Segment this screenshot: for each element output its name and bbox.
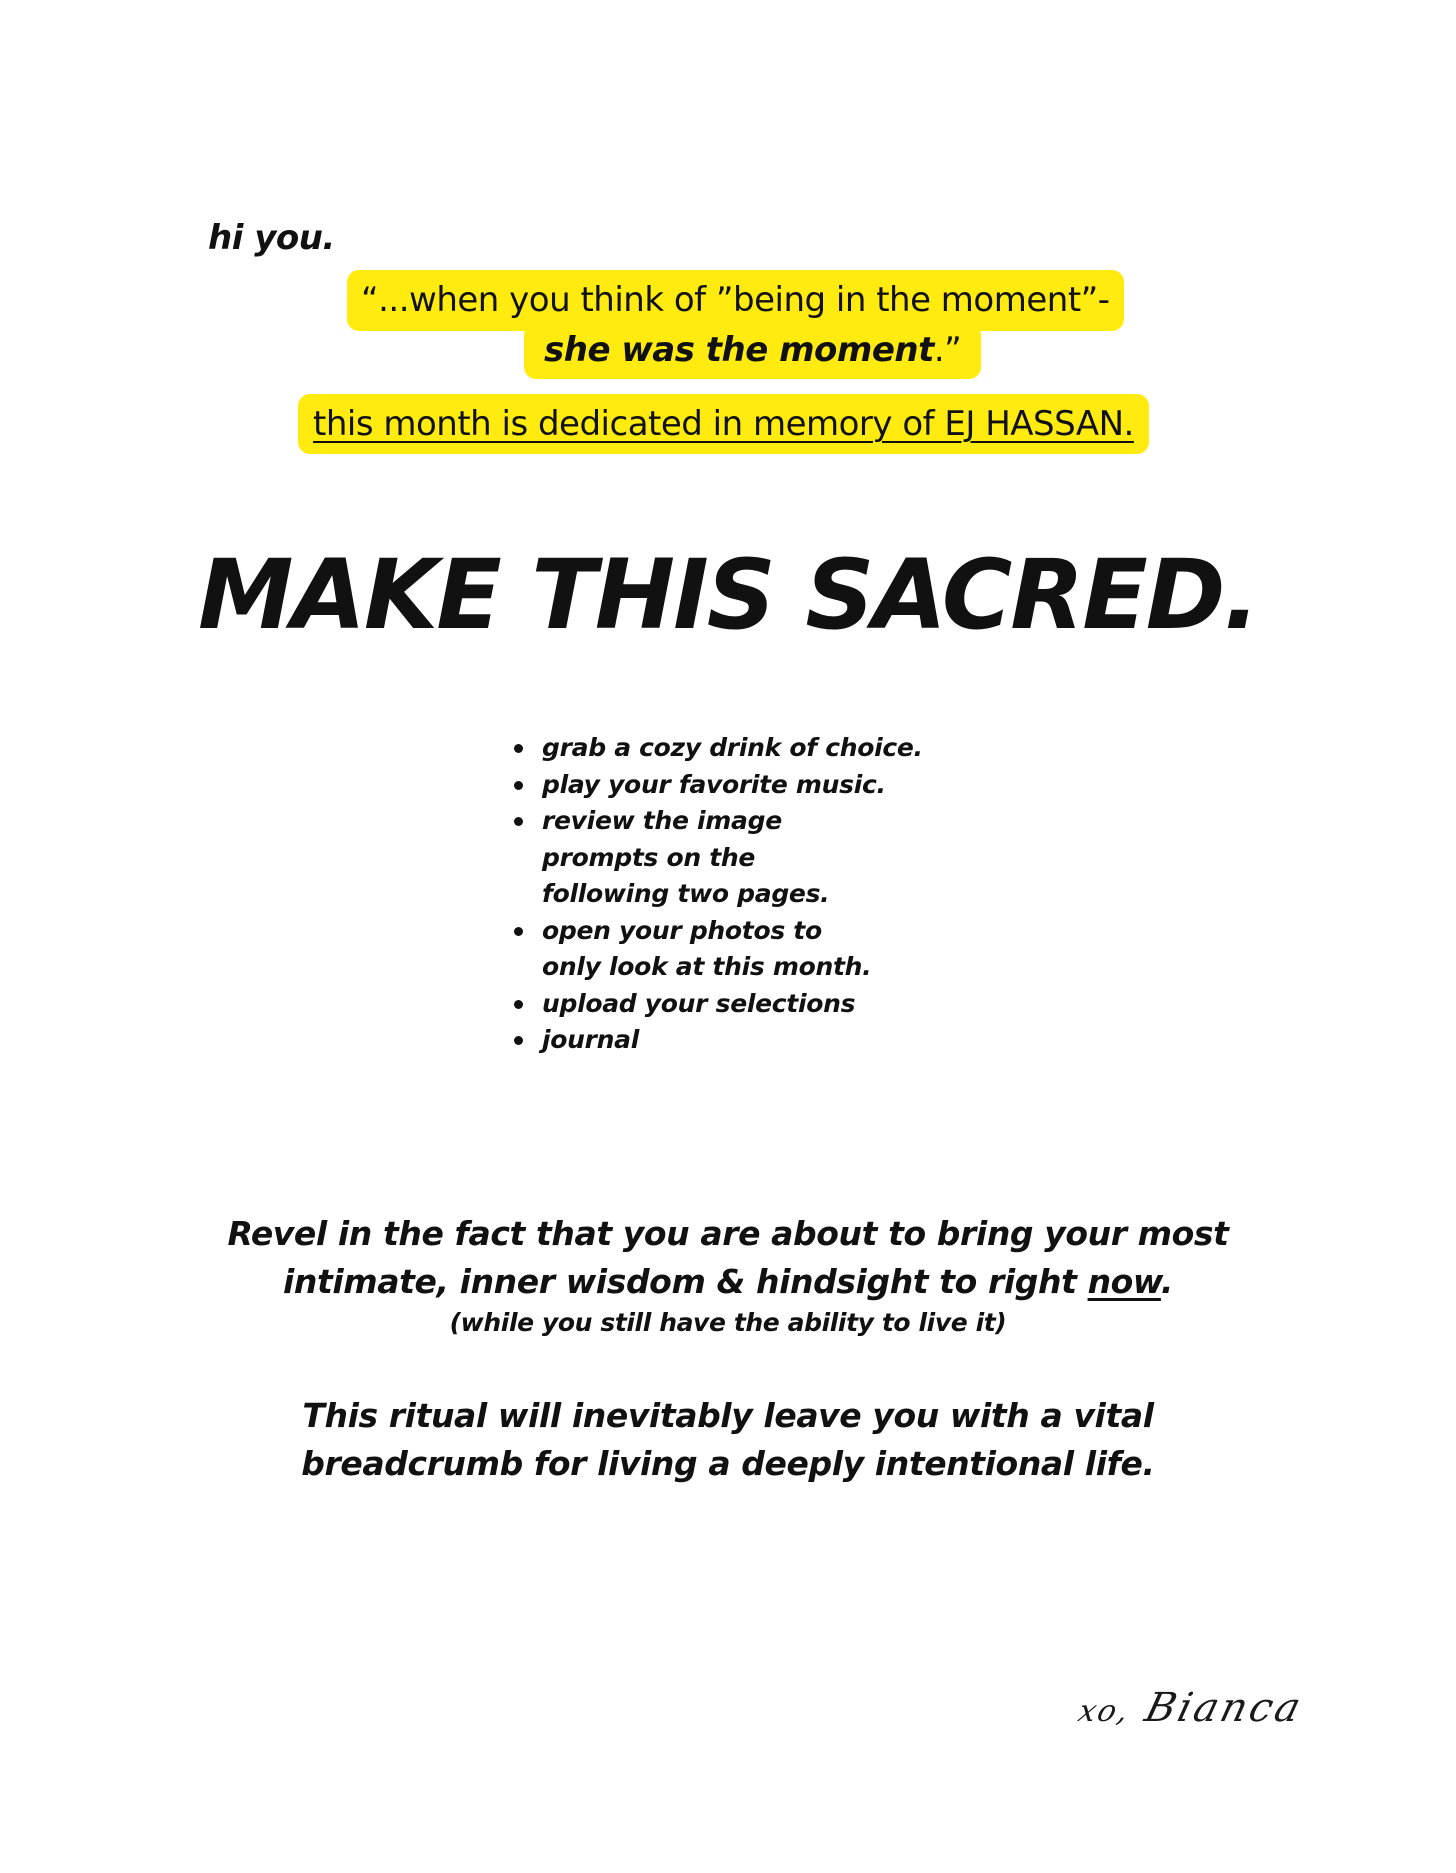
ritual-line-1: This ritual will inevitably leave you with a vital: [302, 1396, 1154, 1435]
signature-name: Bianca: [1140, 1685, 1309, 1731]
revel-line-2-text: intimate, inner wisdom & hindsight to right: [282, 1262, 1088, 1301]
list-item: upload your selections: [510, 986, 970, 1023]
list-item: review the image prompts on the following two pages.: [510, 803, 882, 913]
quote-closing: .”: [933, 330, 962, 370]
list-item: journal: [510, 1022, 970, 1059]
quote-emphasis: she was the moment: [544, 330, 934, 370]
list-item: play your favorite music.: [510, 767, 970, 804]
dedication-banner: this month is dedicated in memory of EJ HASSAN.: [298, 394, 1149, 454]
greeting: hi you.: [208, 218, 335, 258]
ritual-line-2: breadcrumb for living a deeply intentional life.: [301, 1444, 1155, 1483]
signature: [1074, 1685, 1308, 1731]
list-item: grab a cozy drink of choice.: [510, 730, 970, 767]
quote-line-2: [524, 323, 981, 379]
revel-line-1: Revel in the fact that you are about to bring your most: [227, 1214, 1229, 1253]
revel-line-2: [0, 1258, 1456, 1306]
ritual-steps-list: [510, 730, 970, 1059]
page-title: MAKE THIS SACRED.: [198, 539, 1258, 651]
revel-paragraph: [0, 1210, 1456, 1306]
revel-aside: (while you still have the ability to live it): [449, 1308, 1007, 1337]
now-emphasis: now: [1087, 1262, 1161, 1301]
revel-line-2-end: .: [1160, 1262, 1174, 1301]
ritual-paragraph: [0, 1392, 1456, 1488]
list-item: open your photos to only look at this month.: [510, 913, 882, 986]
quote-line-1: “...when you think of ”being in the moment”-: [347, 270, 1124, 331]
signature-sign-off: xo,: [1074, 1694, 1135, 1729]
